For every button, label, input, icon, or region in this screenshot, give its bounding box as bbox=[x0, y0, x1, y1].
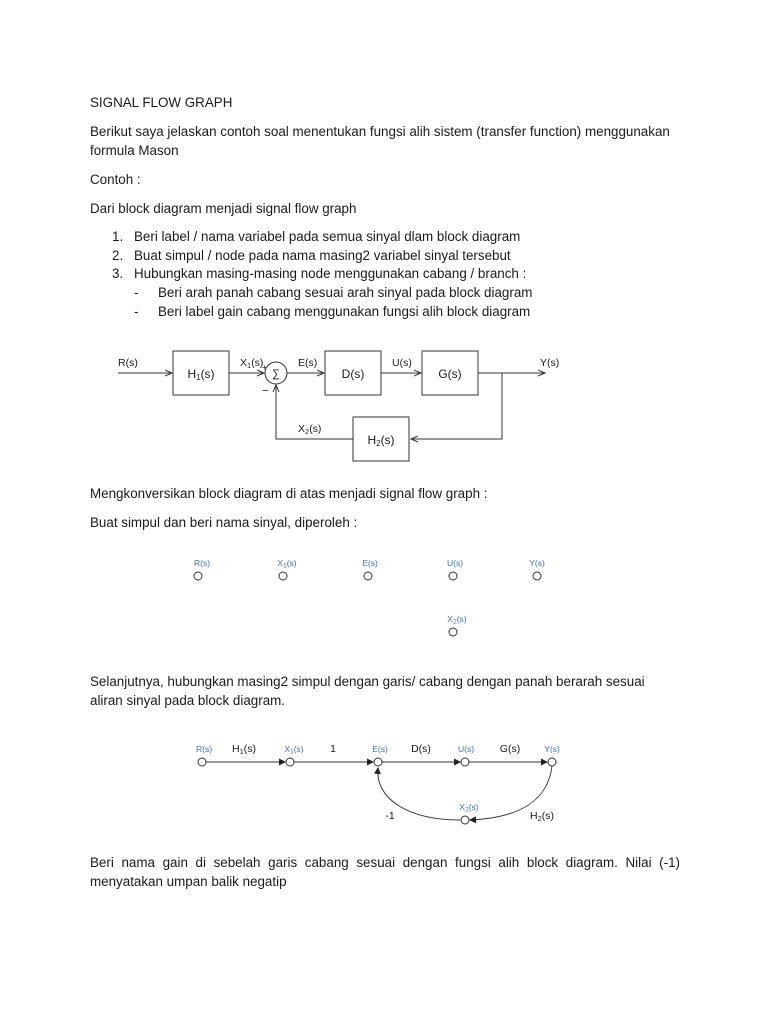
node-u-label: U(s) bbox=[446, 558, 464, 568]
node-x1-label: X1(s) bbox=[277, 558, 297, 570]
sfg-node-u bbox=[461, 758, 469, 766]
substep-dash: - bbox=[134, 303, 139, 319]
connect-paragraph: Selanjutnya, hubungkan masing2 simpul dengan garis/ cabang dengan panah berarah sesuai aliran sinyal pada block diagram. bbox=[90, 674, 645, 708]
step-number: 3. bbox=[112, 266, 124, 281]
sfg-node-e bbox=[374, 758, 382, 766]
sfg-x1-label: X1(s) bbox=[284, 744, 304, 756]
substep-text: Beri arah panah cabang sesuai arah sinyal pada block diagram bbox=[158, 285, 533, 300]
sfg-node-x2 bbox=[461, 816, 469, 824]
node-paragraph: Buat simpul dan beri nama sinyal, diperoleh : bbox=[90, 515, 358, 530]
page-heading: SIGNAL FLOW GRAPH bbox=[90, 95, 233, 110]
x1-label: X1(s) bbox=[240, 357, 264, 370]
input-label: R(s) bbox=[118, 357, 138, 369]
step-number: 2. bbox=[112, 247, 124, 263]
node-x2-label: X2(s) bbox=[447, 614, 467, 626]
u-label: U(s) bbox=[392, 357, 412, 369]
step-text: Beri label / nama variabel pada semua sinyal dlam block diagram bbox=[134, 229, 521, 244]
gain-h1-label: H1(s) bbox=[231, 743, 257, 756]
sfg-r-label: R(s) bbox=[195, 744, 213, 754]
sum-symbol: ∑ bbox=[272, 368, 280, 380]
gain-h2-label: H2(s) bbox=[529, 810, 555, 823]
sfg-u-label: U(s) bbox=[457, 744, 475, 754]
g-block-label: G(s) bbox=[438, 367, 462, 381]
sfg-e-label: E(s) bbox=[372, 744, 388, 754]
h2-block-label: H2(s) bbox=[367, 433, 395, 448]
sfg-node-y bbox=[548, 758, 556, 766]
output-label: Y(s) bbox=[540, 357, 560, 369]
node-y-label: Y(s) bbox=[529, 558, 545, 568]
convert-paragraph: Mengkonversikan block diagram di atas menjadi signal flow graph : bbox=[90, 486, 488, 501]
gain-d-label: D(s) bbox=[411, 743, 431, 755]
e-label: E(s) bbox=[298, 357, 318, 369]
sfg-y-label: Y(s) bbox=[544, 744, 560, 754]
h1-label: H1(s) bbox=[187, 367, 215, 382]
closing-paragraph: Beri nama gain di sebelah garis cabang sesuai dengan fungsi alih block diagram. Nilai (-1) menyatakan umpan balik negatip bbox=[90, 855, 680, 889]
minus-sign: − bbox=[262, 385, 269, 397]
branch-h2 bbox=[470, 766, 552, 820]
step-number: 1. bbox=[112, 229, 124, 244]
gain-one-label: 1 bbox=[330, 743, 336, 755]
d-block-label: D(s) bbox=[341, 367, 365, 381]
intro-paragraph: Berikut saya jelaskan contoh soal menentukan fungsi alih sistem (transfer function) menggunakan formula Mason bbox=[90, 124, 670, 158]
sfg-node-x1 bbox=[286, 758, 294, 766]
step-text: Buat simpul / node pada nama masing2 variabel sinyal tersebut bbox=[134, 247, 511, 263]
sfg-x2-label: X2(s) bbox=[459, 802, 479, 814]
step-intro: Dari block diagram menjadi signal flow graph bbox=[90, 201, 357, 216]
node-r-label: R(s) bbox=[193, 558, 211, 568]
node-e-label: E(s) bbox=[362, 558, 378, 568]
contoh-label: Contoh : bbox=[90, 172, 141, 187]
sfg-node-r bbox=[198, 758, 206, 766]
gain-g-label: G(s) bbox=[499, 743, 521, 755]
x2-label: X2(s) bbox=[298, 423, 322, 436]
gain-minus-one-label: -1 bbox=[385, 810, 395, 822]
substep-dash: - bbox=[134, 285, 139, 300]
step-text: Hubungkan masing-masing node menggunakan cabang / branch : bbox=[134, 266, 527, 281]
plus-sign: + bbox=[262, 363, 267, 372]
substep-text: Beri label gain cabang menggunakan fungsi alih block diagram bbox=[158, 303, 531, 319]
